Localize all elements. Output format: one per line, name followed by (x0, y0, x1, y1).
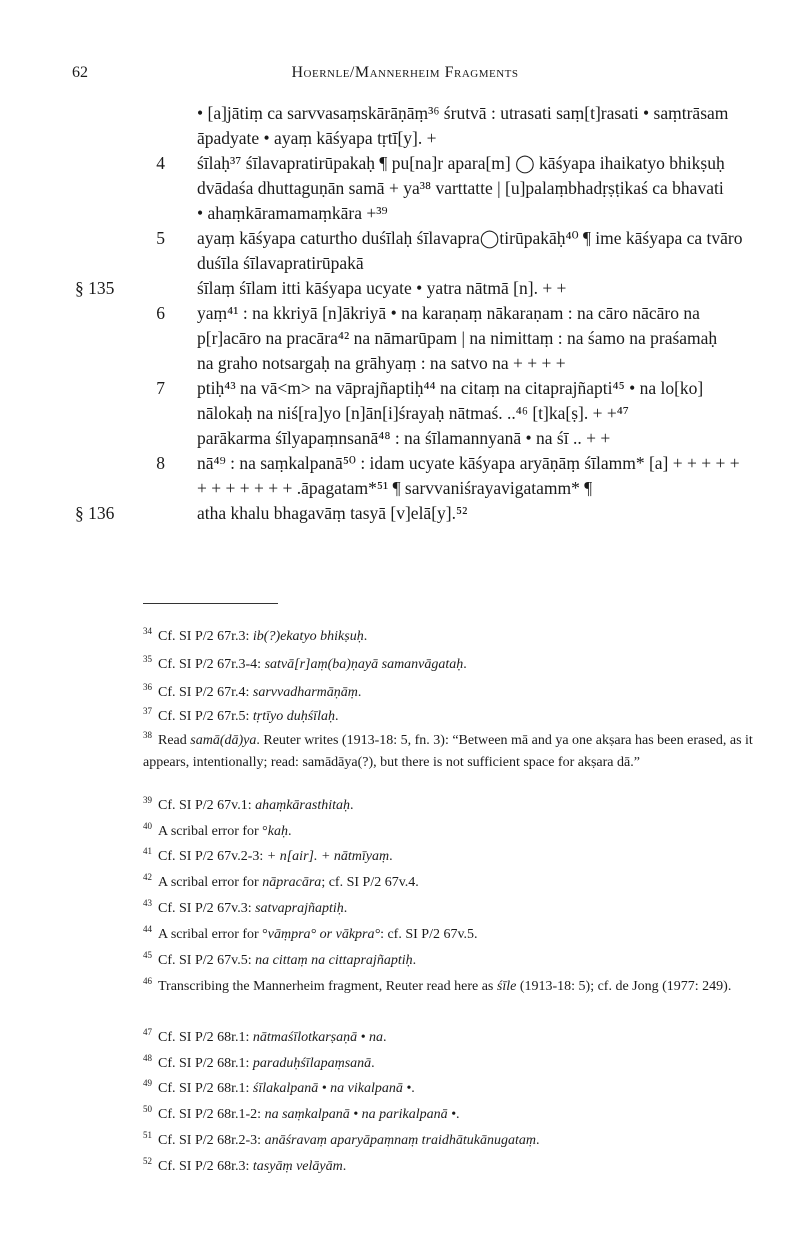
footnote-italic-text: sarvvadharmāṇāṃ (252, 685, 358, 700)
footnote-italic-text: śīlakalpanā • na vikalpanā • (252, 1081, 412, 1096)
text-line: dvādaśa dhuttaguṇān samā + ya³⁸ varttatte | [u]palaṃbhadṛṣṭikaś ca bhavati (197, 178, 724, 198)
footnote-number: 38 (143, 730, 152, 740)
footnote: $^{43}$ Cf. SI P/2 67v.3: satvaprajñaptiḥ. (143, 898, 348, 916)
text-line: atha khalu bhagavāṃ tasyā [v]elā[y].⁵² (197, 503, 468, 523)
footnote-italic-text: tṛtīyo duḥśīlaḥ (252, 709, 335, 724)
footnote-number: 41 (143, 846, 152, 856)
footnote-italic-text: na saṃkalpanā • na parikalpanā • (264, 1107, 456, 1122)
running-title: Hoernle/Mannerheim Fragments (291, 64, 519, 81)
footnote-italic-text: kaḥ (267, 824, 288, 839)
footnote-number: 43 (143, 898, 152, 908)
footnote-number: 46 (143, 976, 152, 986)
footnote-number: 34 (143, 626, 152, 636)
line-number: 4 (156, 153, 165, 173)
text-line: • [a]jātiṃ ca sarvvasaṃskārāṇāṃ³⁶ śrutvā : utrasati saṃ[t]rasati • saṃtrāsam (197, 103, 729, 123)
footnote-number: 37 (143, 706, 152, 716)
footnote: $^{47}$ Cf. SI P/2 68r.1: nātmaśīlotkarṣaṇā • na. (143, 1027, 387, 1045)
text-line: nā⁴⁹ : na saṃkalpanā⁵⁰ : idam ucyate kāśyapa aryāṇāṃ śīlamm* [a] + + + + + (197, 453, 740, 473)
text-line: + + + + + + + .āpagatam*⁵¹ ¶ sarvvaniśrayavigatamm* ¶ (197, 478, 593, 498)
line-number: 8 (156, 453, 165, 473)
footnote: $^{41}$ Cf. SI P/2 67v.2-3: + n[air]. + nātmīyaṃ. (143, 846, 393, 864)
footnote: $^{51}$ Cf. SI P/2 68r.2-3: anāśravaṃ aparyāpaṃnaṃ traidhātukānugataṃ. (143, 1130, 540, 1148)
footnote: $^{42}$ A scribal error for nāpracāra; cf. SI P/2 67v.4. (143, 872, 419, 890)
footnote-number: 45 (143, 950, 152, 960)
footnote: $^{48}$ Cf. SI P/2 68r.1: paraduḥśīlapaṃsanā. (143, 1053, 375, 1071)
text-line: śīlaḥ³⁷ śīlavapratirūpakaḥ ¶ pu[na]r apara[m] ◯ kāśyapa ihaikatyo bhikṣuḥ (197, 153, 725, 173)
footnote-italic-text: na cittaṃ na cittaprajñaptiḥ (255, 953, 413, 968)
text-line: ptiḥ⁴³ na vā<m> na vāprajñaptiḥ⁴⁴ na citaṃ na citaprajñapti⁴⁵ • na lo[ko] (197, 378, 704, 398)
footnote-italic-text: ahaṃkārasthitaḥ (255, 798, 350, 813)
footnote-italic-text: śīle (496, 979, 517, 994)
footnote-italic-text: + n[air]. + nātmīyaṃ (266, 849, 390, 864)
footnote-number: 42 (143, 872, 152, 882)
footnote: $^{36}$ Cf. SI P/2 67r.4: sarvvadharmāṇāṃ. (143, 682, 362, 700)
text-line: ayaṃ kāśyapa caturtho duśīlaḥ śīlavapra◯tirūpakāḥ⁴⁰ ¶ ime kāśyapa ca tvāro (197, 228, 743, 248)
footnote-italic-text: satvā[r]aṃ(ba)ṇayā samanvāgataḥ (264, 657, 464, 672)
footnote: $^{35}$ Cf. SI P/2 67r.3-4: satvā[r]aṃ(ba)ṇayā samanvāgataḥ. (143, 654, 467, 672)
text-line: duśīla śīlavapratirūpakā (197, 253, 364, 273)
footnote-number: 49 (143, 1078, 152, 1088)
text-line: yaṃ⁴¹ : na kkriyā [n]ākriyā • na karaṇaṃ nākaraṇam : na cāro nācāro na (197, 303, 700, 323)
page-number: 62 (72, 64, 88, 81)
text-line: • ahaṃkāramamaṃkāra +³⁹ (197, 203, 388, 223)
text-line: p[r]acāro na pracāra⁴² na nāmarūpam | na nimittaṃ : na śamo na praśamaḥ (197, 328, 718, 348)
footnote-divider (143, 603, 278, 604)
footnote-number: 36 (143, 682, 152, 692)
footnote: $^{49}$ Cf. SI P/2 68r.1: śīlakalpanā • na vikalpanā •. (143, 1078, 415, 1096)
line-number: 5 (156, 228, 165, 248)
footnote: $^{38}$ Read samā(dā)ya. Reuter writes (1913-18: 5, fn. 3): “Between mā and ya one akṣara has been erased, as it appears, intentionally; read: samādāya(?), but there is not sufficient space for akṣara dā.” (143, 730, 753, 770)
footnote-number: 48 (143, 1053, 152, 1063)
footnote-number: 35 (143, 654, 152, 664)
section-marker: § 136 (75, 503, 115, 523)
section-marker: § 135 (75, 278, 115, 298)
line-number: 6 (156, 303, 165, 323)
footnote-italic-text: nāpracāra (262, 875, 322, 890)
footnote-number: 50 (143, 1104, 152, 1114)
footnote-number: 51 (143, 1130, 152, 1140)
footnote-number: 40 (143, 821, 152, 831)
text-line: nālokaḥ na niś[ra]yo [n]ān[i]śrayaḥ nātmaś. ..⁴⁶ [t]ka[ṣ]. + +⁴⁷ (197, 403, 629, 423)
text-line: na graho notsargaḥ na grāhyaṃ : na satvo na + + + + (197, 353, 566, 373)
footnote-italic-text: satvaprajñaptiḥ (255, 901, 344, 916)
text-line: parākarma śīlyapaṃnsanā⁴⁸ : na śīlamannyanā • na śī .. + + (197, 428, 611, 448)
footnote: $^{34}$ Cf. SI P/2 67r.3: ib(?)ekatyo bhikṣuḥ. (143, 626, 368, 644)
footnote-italic-text: ib(?)ekatyo bhikṣuḥ (252, 629, 364, 644)
footnote-italic-text: nātmaśīlotkarṣaṇā • na (252, 1030, 384, 1045)
footnote-italic-text: paraduḥśīlapaṃsanā (252, 1056, 372, 1071)
text-line: śīlaṃ śīlam itti kāśyapa ucyate • yatra nātmā [n]. + + (197, 278, 567, 298)
text-line: āpadyate • ayaṃ kāśyapa tṛtī[y]. + (197, 128, 437, 148)
footnote-italic-text: tasyāṃ velāyām (252, 1159, 343, 1174)
footnote-italic-text: vāṃpra° or vākpra° (267, 927, 381, 942)
footnote-italic-text: anāśravaṃ aparyāpaṃnaṃ traidhātukānugataṃ (264, 1133, 537, 1148)
footnote: $^{40}$ A scribal error for °kaḥ. (143, 821, 292, 839)
footnote-italic-text: samā(dā)ya (190, 733, 257, 748)
footnote: $^{39}$ Cf. SI P/2 67v.1: ahaṃkārasthitaḥ. (143, 795, 354, 813)
footnote-number: 39 (143, 795, 152, 805)
footnote: $^{45}$ Cf. SI P/2 67v.5: na cittaṃ na cittaprajñaptiḥ. (143, 950, 417, 968)
footnote: $^{37}$ Cf. SI P/2 67r.5: tṛtīyo duḥśīlaḥ. (143, 706, 339, 724)
footnote: $^{44}$ A scribal error for °vāṃpra° or vākpra°: cf. SI P/2 67v.5. (143, 924, 478, 942)
footnote-number: 52 (143, 1156, 152, 1166)
footnote: $^{46}$ Transcribing the Mannerheim fragment, Reuter read here as śīle (1913-18: 5); cf. de Jong (1977: 249). (143, 976, 732, 994)
footnote: $^{52}$ Cf. SI P/2 68r.3: tasyāṃ velāyām. (143, 1156, 347, 1174)
line-number: 7 (156, 378, 165, 398)
footnote-number: 47 (143, 1027, 152, 1037)
footnote-number: 44 (143, 924, 152, 934)
footnote: $^{50}$ Cf. SI P/2 68r.1-2: na saṃkalpanā • na parikalpanā •. (143, 1104, 460, 1122)
